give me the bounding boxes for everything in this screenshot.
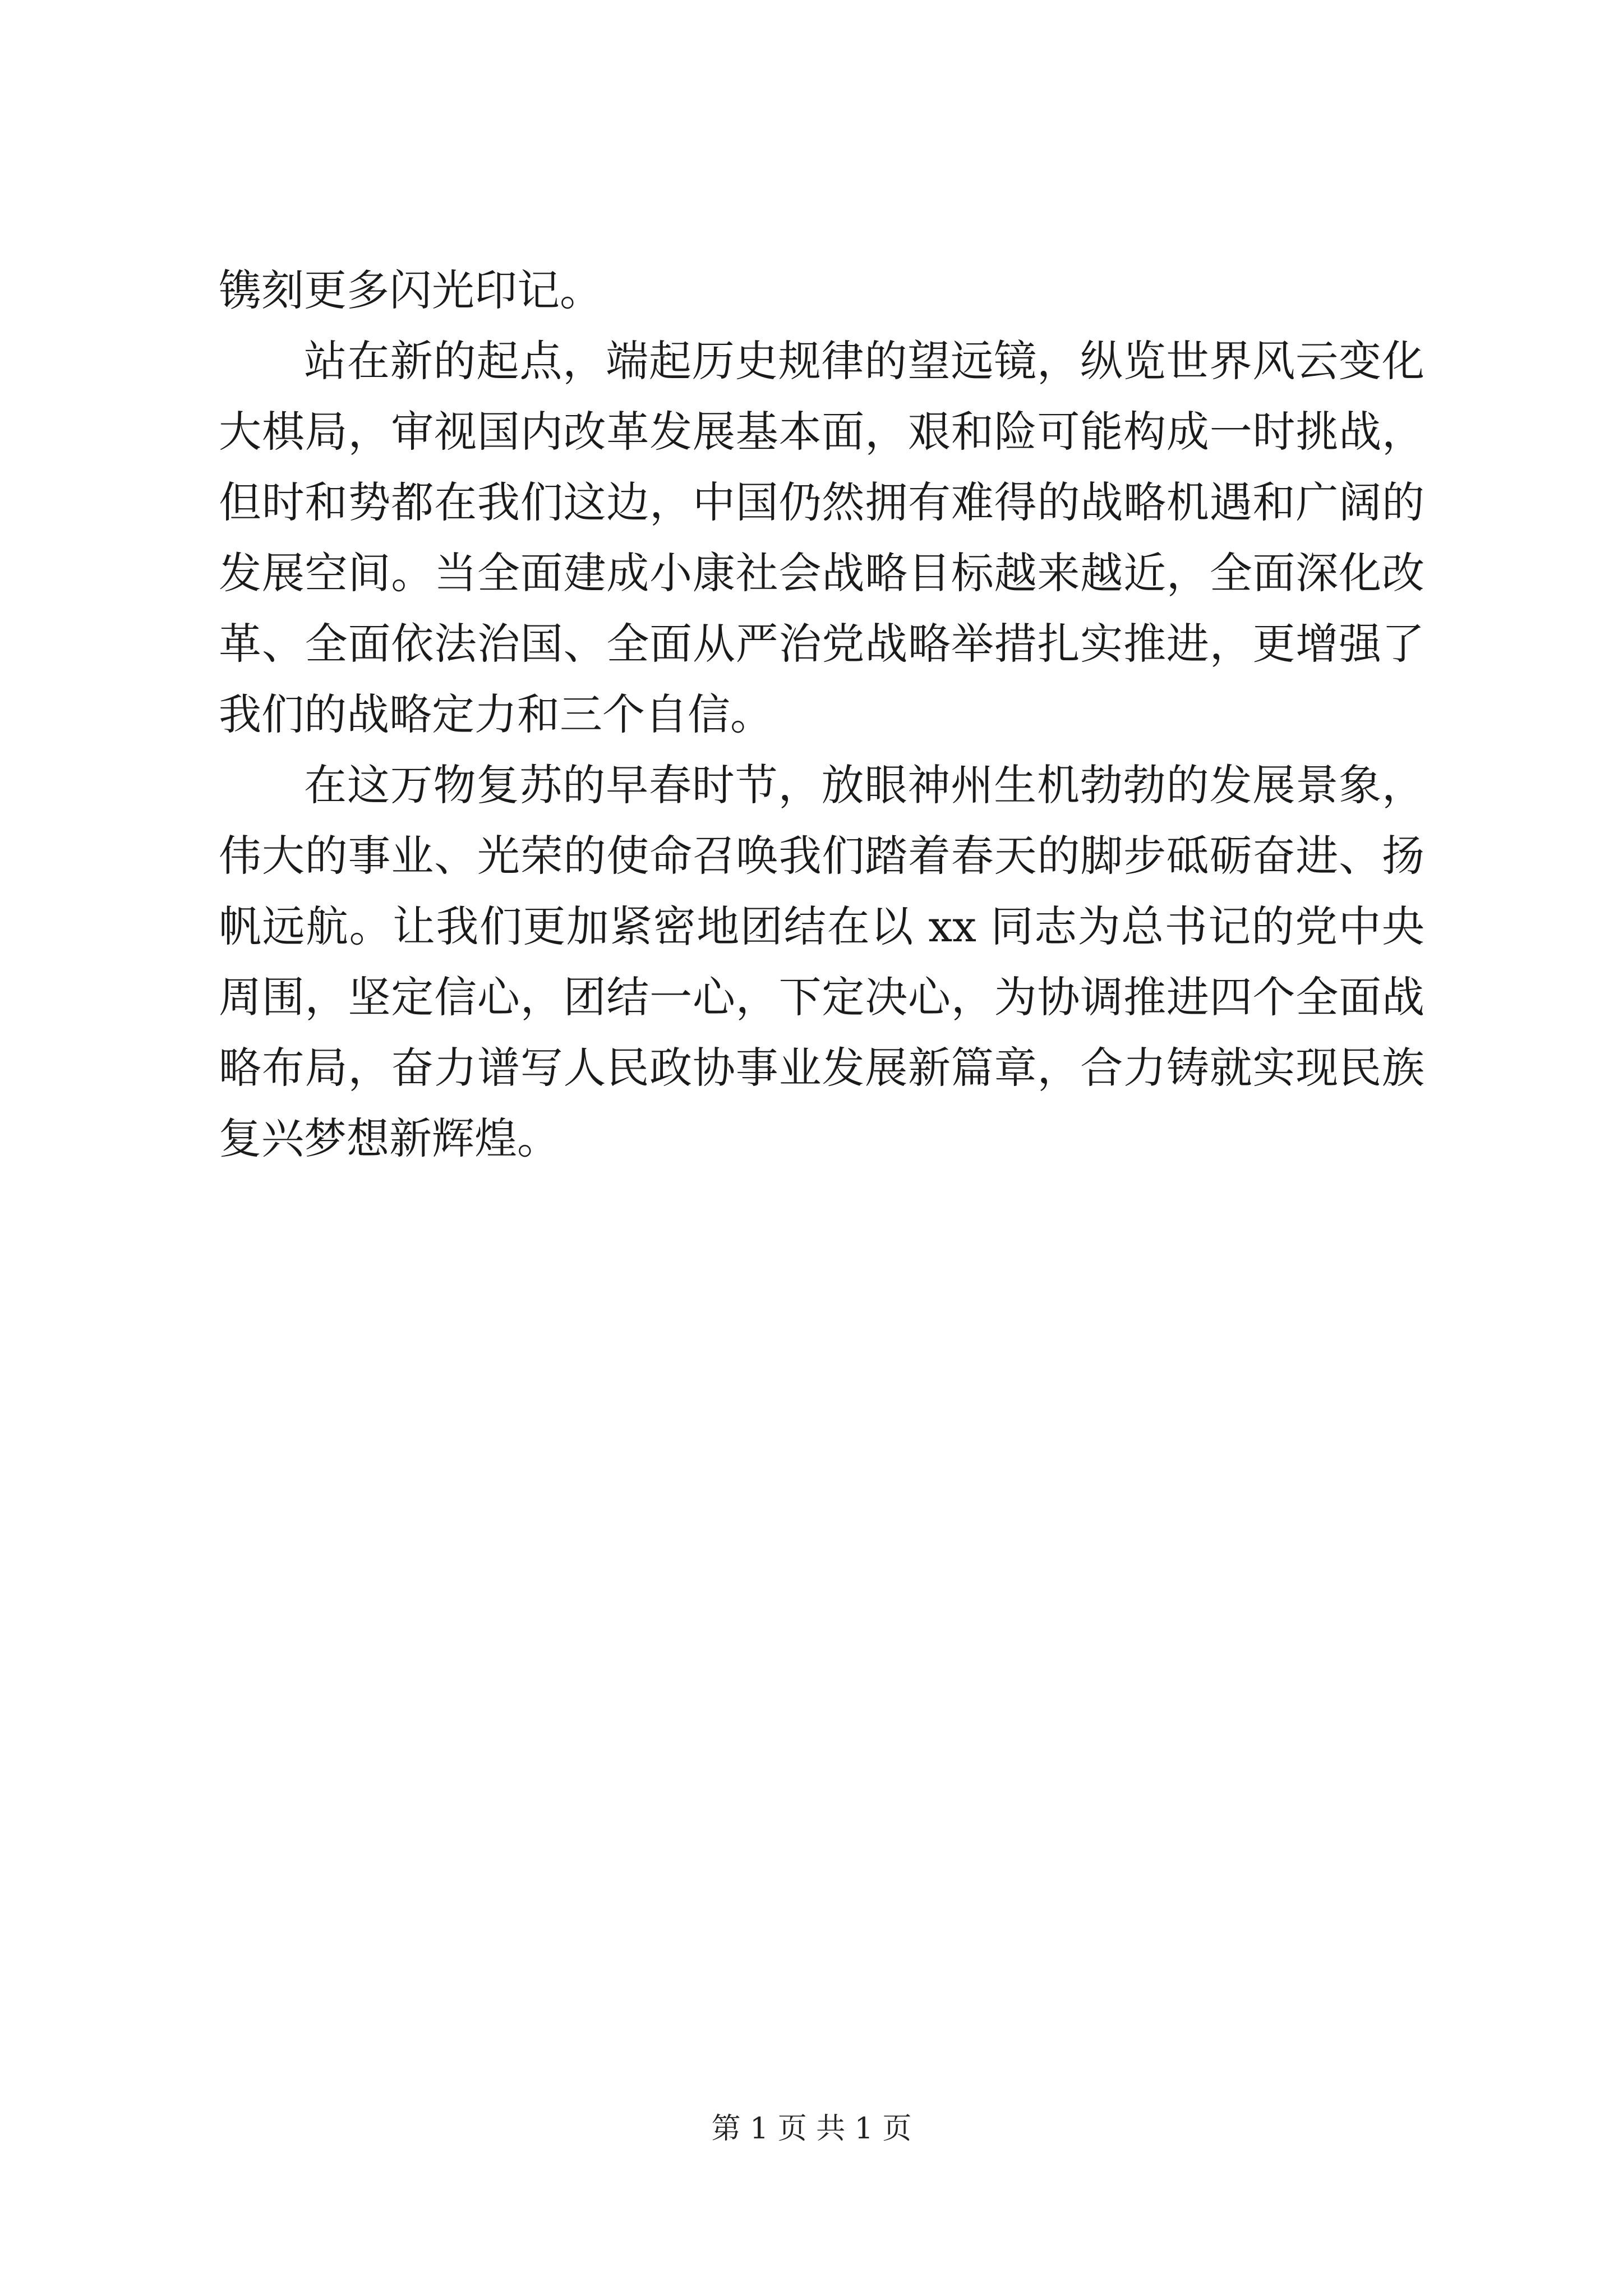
paragraph-3-line-5: 略布局，奋力谱写人民政协事业发展新篇章，合力铸就实现民族	[219, 1043, 1424, 1093]
paragraph-3-line-6: 复兴梦想新辉煌。	[219, 1114, 560, 1163]
document-body	[219, 255, 1424, 1174]
paragraph-3-line-1: 在这万物复苏的早春时节，放眼神州生机勃勃的发展景象，	[304, 760, 1424, 810]
paragraph-3-line-2: 伟大的事业、光荣的使命召唤我们踏着春天的脚步砥砺奋进、扬	[219, 831, 1424, 881]
paragraph-3-line-3: 帆远航。让我们更加紧密地团结在以 xx 同志为总书记的党中央	[219, 901, 1424, 951]
page-number-label: 第 1 页 共 1 页	[711, 2112, 912, 2146]
paragraph-2-line-3: 但时和势都在我们这边，中国仍然拥有难得的战略机遇和广阔的	[219, 477, 1424, 527]
paragraph-3-line-4: 周围，坚定信心，团结一心，下定决心，为协调推进四个全面战	[219, 972, 1424, 1022]
paragraph-2-line-1: 站在新的起点，端起历史规律的望远镜，纵览世界风云变化	[304, 336, 1424, 386]
paragraph-2-line-6: 我们的战略定力和三个自信。	[219, 689, 773, 739]
paragraph-2-line-4: 发展空间。当全面建成小康社会战略目标越来越近，全面深化改	[219, 548, 1424, 598]
paragraph-2-line-2: 大棋局，审视国内改革发展基本面，艰和险可能构成一时挑战，	[219, 407, 1424, 457]
paragraph-2-line-5: 革、全面依法治国、全面从严治党战略举措扎实推进，更增强了	[219, 619, 1424, 669]
page-footer	[0, 2109, 1623, 2148]
paragraph-1-line-1: 镌刻更多闪光印记。	[219, 265, 602, 315]
